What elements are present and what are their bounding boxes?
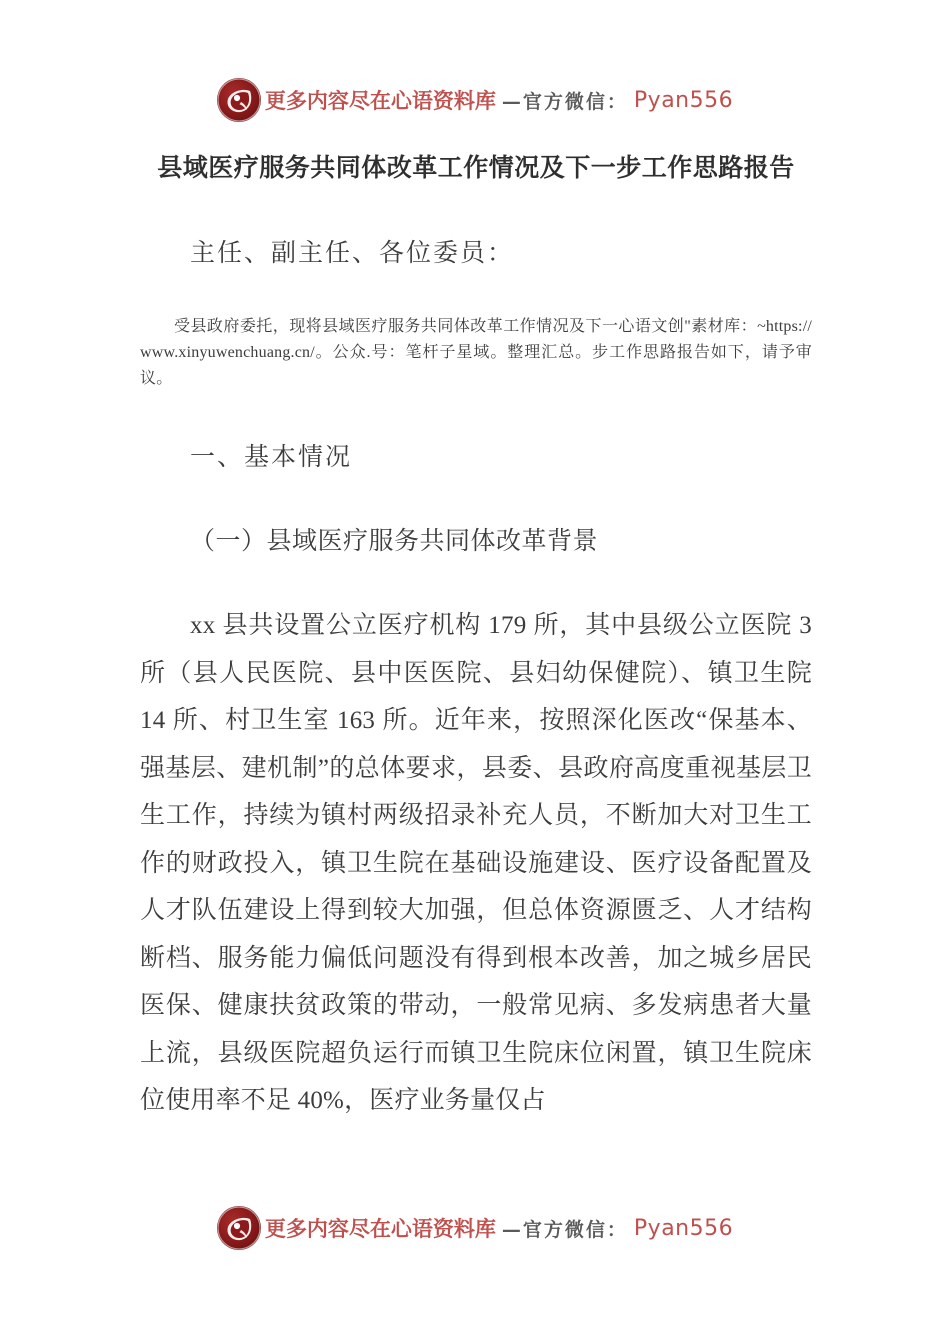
source-note-paragraph: 受县政府委托，现将县域医疗服务共同体改革工作情况及下一心语文创"素材库：~https://www.xinyuwenchuang.cn/。公众.号：笔杆子星域。整理汇总。步工作思路报告如下，请予审议。 (140, 318, 812, 387)
page-title: 县域医疗服务共同体改革工作情况及下一步工作思路报告 (157, 153, 795, 182)
section-heading-2: （一）县域医疗服务共同体改革背景 (190, 528, 599, 555)
watermark-brand-text: 更多内容尽在心语资料库 (264, 88, 496, 113)
watermark-banner-top (0, 78, 950, 122)
watermark-wechat-id: Pyan556 (633, 1215, 734, 1241)
watermark-separator-text: —官方微信： (501, 90, 628, 113)
fish-emblem-icon (217, 1206, 261, 1250)
section-heading-1: 一、基本情况 (190, 444, 353, 471)
fish-emblem-icon (217, 78, 261, 122)
watermark-separator-text: —官方微信： (501, 1218, 628, 1241)
watermark-wechat-id: Pyan556 (633, 87, 734, 113)
document-content (140, 148, 812, 1125)
body-paragraph-1: xx 县共设置公立医疗机构 179 所，其中县级公立医院 3 所（县人民医院、县中医医院、县妇幼保健院）、镇卫生院 14 所、村卫生室 163 所。近年来，按照深化医改“保基本、强基层、建机制”的总体要求，县委、县政府高度重视基层卫生工作，持续为镇村两级招录补充人员，不断加大对卫生工作的财政投入，镇卫生院在基础设施建设、医疗设备配置及人才队伍建设上得到较大加强，但总体资源匮乏、人才结构断档、服务能力偏低问题没有得到根本改善，加之城乡居民医保、健康扶贫政策的带动，一般常见病、多发病患者大量上流，县级医院超负运行而镇卫生院床位闲置，镇卫生院床位使用率不足 40%，医疗业务量仅占 (140, 612, 812, 1114)
salutation-line: 主任、副主任、各位委员： (190, 240, 515, 267)
watermark-banner-bottom (0, 1206, 950, 1250)
watermark-brand-text: 更多内容尽在心语资料库 (264, 1216, 496, 1241)
